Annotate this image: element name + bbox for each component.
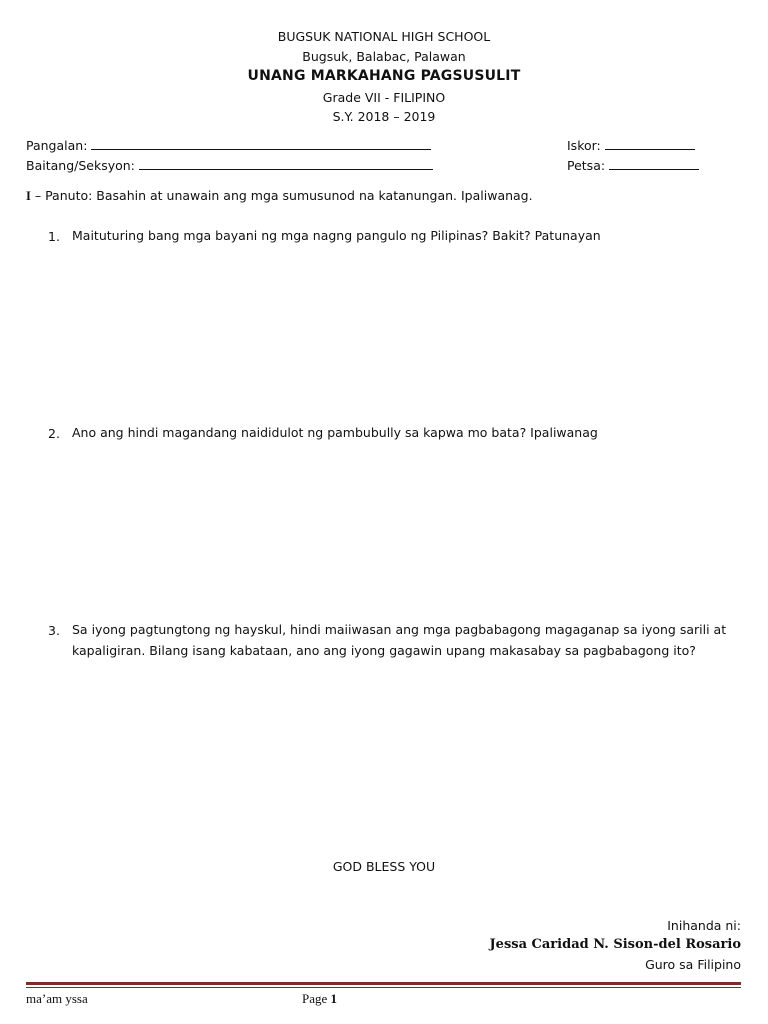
- teacher-role: Guro sa Filipino: [645, 957, 741, 972]
- school-name: BUGSUK NATIONAL HIGH SCHOOL: [277, 29, 491, 44]
- page-indicator: [302, 991, 337, 1007]
- closing-message: GOD BLESS YOU: [332, 859, 436, 874]
- date-field: [567, 158, 699, 173]
- score-blank: [605, 139, 695, 150]
- footer-left-text: ma’am yssa: [26, 991, 88, 1006]
- name-field: [26, 138, 431, 153]
- name-label: Pangalan:: [26, 138, 88, 153]
- instructions-text: – Panuto: Basahin at unawain ang mga sumusunod na katanungan. Ipaliwanag.: [34, 188, 533, 203]
- question-number: 3.: [48, 623, 60, 638]
- teacher-name: Jessa Caridad N. Sison-del Rosario: [489, 937, 741, 952]
- section-field: [26, 158, 433, 173]
- exam-title: UNANG MARKAHANG PAGSUSULIT: [247, 68, 521, 84]
- instructions: [26, 188, 533, 204]
- score-field: [567, 138, 695, 153]
- section-roman-numeral: I: [26, 189, 31, 203]
- section-label: Baitang/Seksyon:: [26, 158, 135, 173]
- page-label: Page: [302, 991, 328, 1006]
- question-text: Maituturing bang mga bayani ng mga nagng pangulo ng Pilipinas? Bakit? Patunayan: [72, 228, 601, 243]
- footer-rule-thick: [26, 982, 741, 985]
- question-number: 2.: [48, 426, 60, 441]
- page-number: 1: [330, 991, 338, 1006]
- grade-subject: Grade VII - FILIPINO: [322, 90, 446, 105]
- school-year: S.Y. 2018 – 2019: [332, 109, 436, 124]
- school-address: Bugsuk, Balabac, Palawan: [302, 49, 466, 64]
- date-blank: [609, 159, 699, 170]
- question-text: Ano ang hindi magandang naididulot ng pambubully sa kapwa mo bata? Ipaliwanag: [72, 425, 598, 440]
- question-text: Sa iyong pagtungtong ng hayskul, hindi maiiwasan ang mga pagbabagong magaganap sa iyong sarili at kapaligiran. Bilang isang kabataan, ano ang iyong gagawin upang makasabay sa pagbabagong ito?: [72, 622, 727, 658]
- footer-rule-thin: [26, 987, 741, 988]
- question-number: 1.: [48, 229, 60, 244]
- prepared-by-label: Inihanda ni:: [667, 918, 741, 933]
- name-blank: [91, 139, 431, 150]
- date-label: Petsa:: [567, 158, 606, 173]
- section-blank: [139, 159, 433, 170]
- score-label: Iskor:: [567, 138, 601, 153]
